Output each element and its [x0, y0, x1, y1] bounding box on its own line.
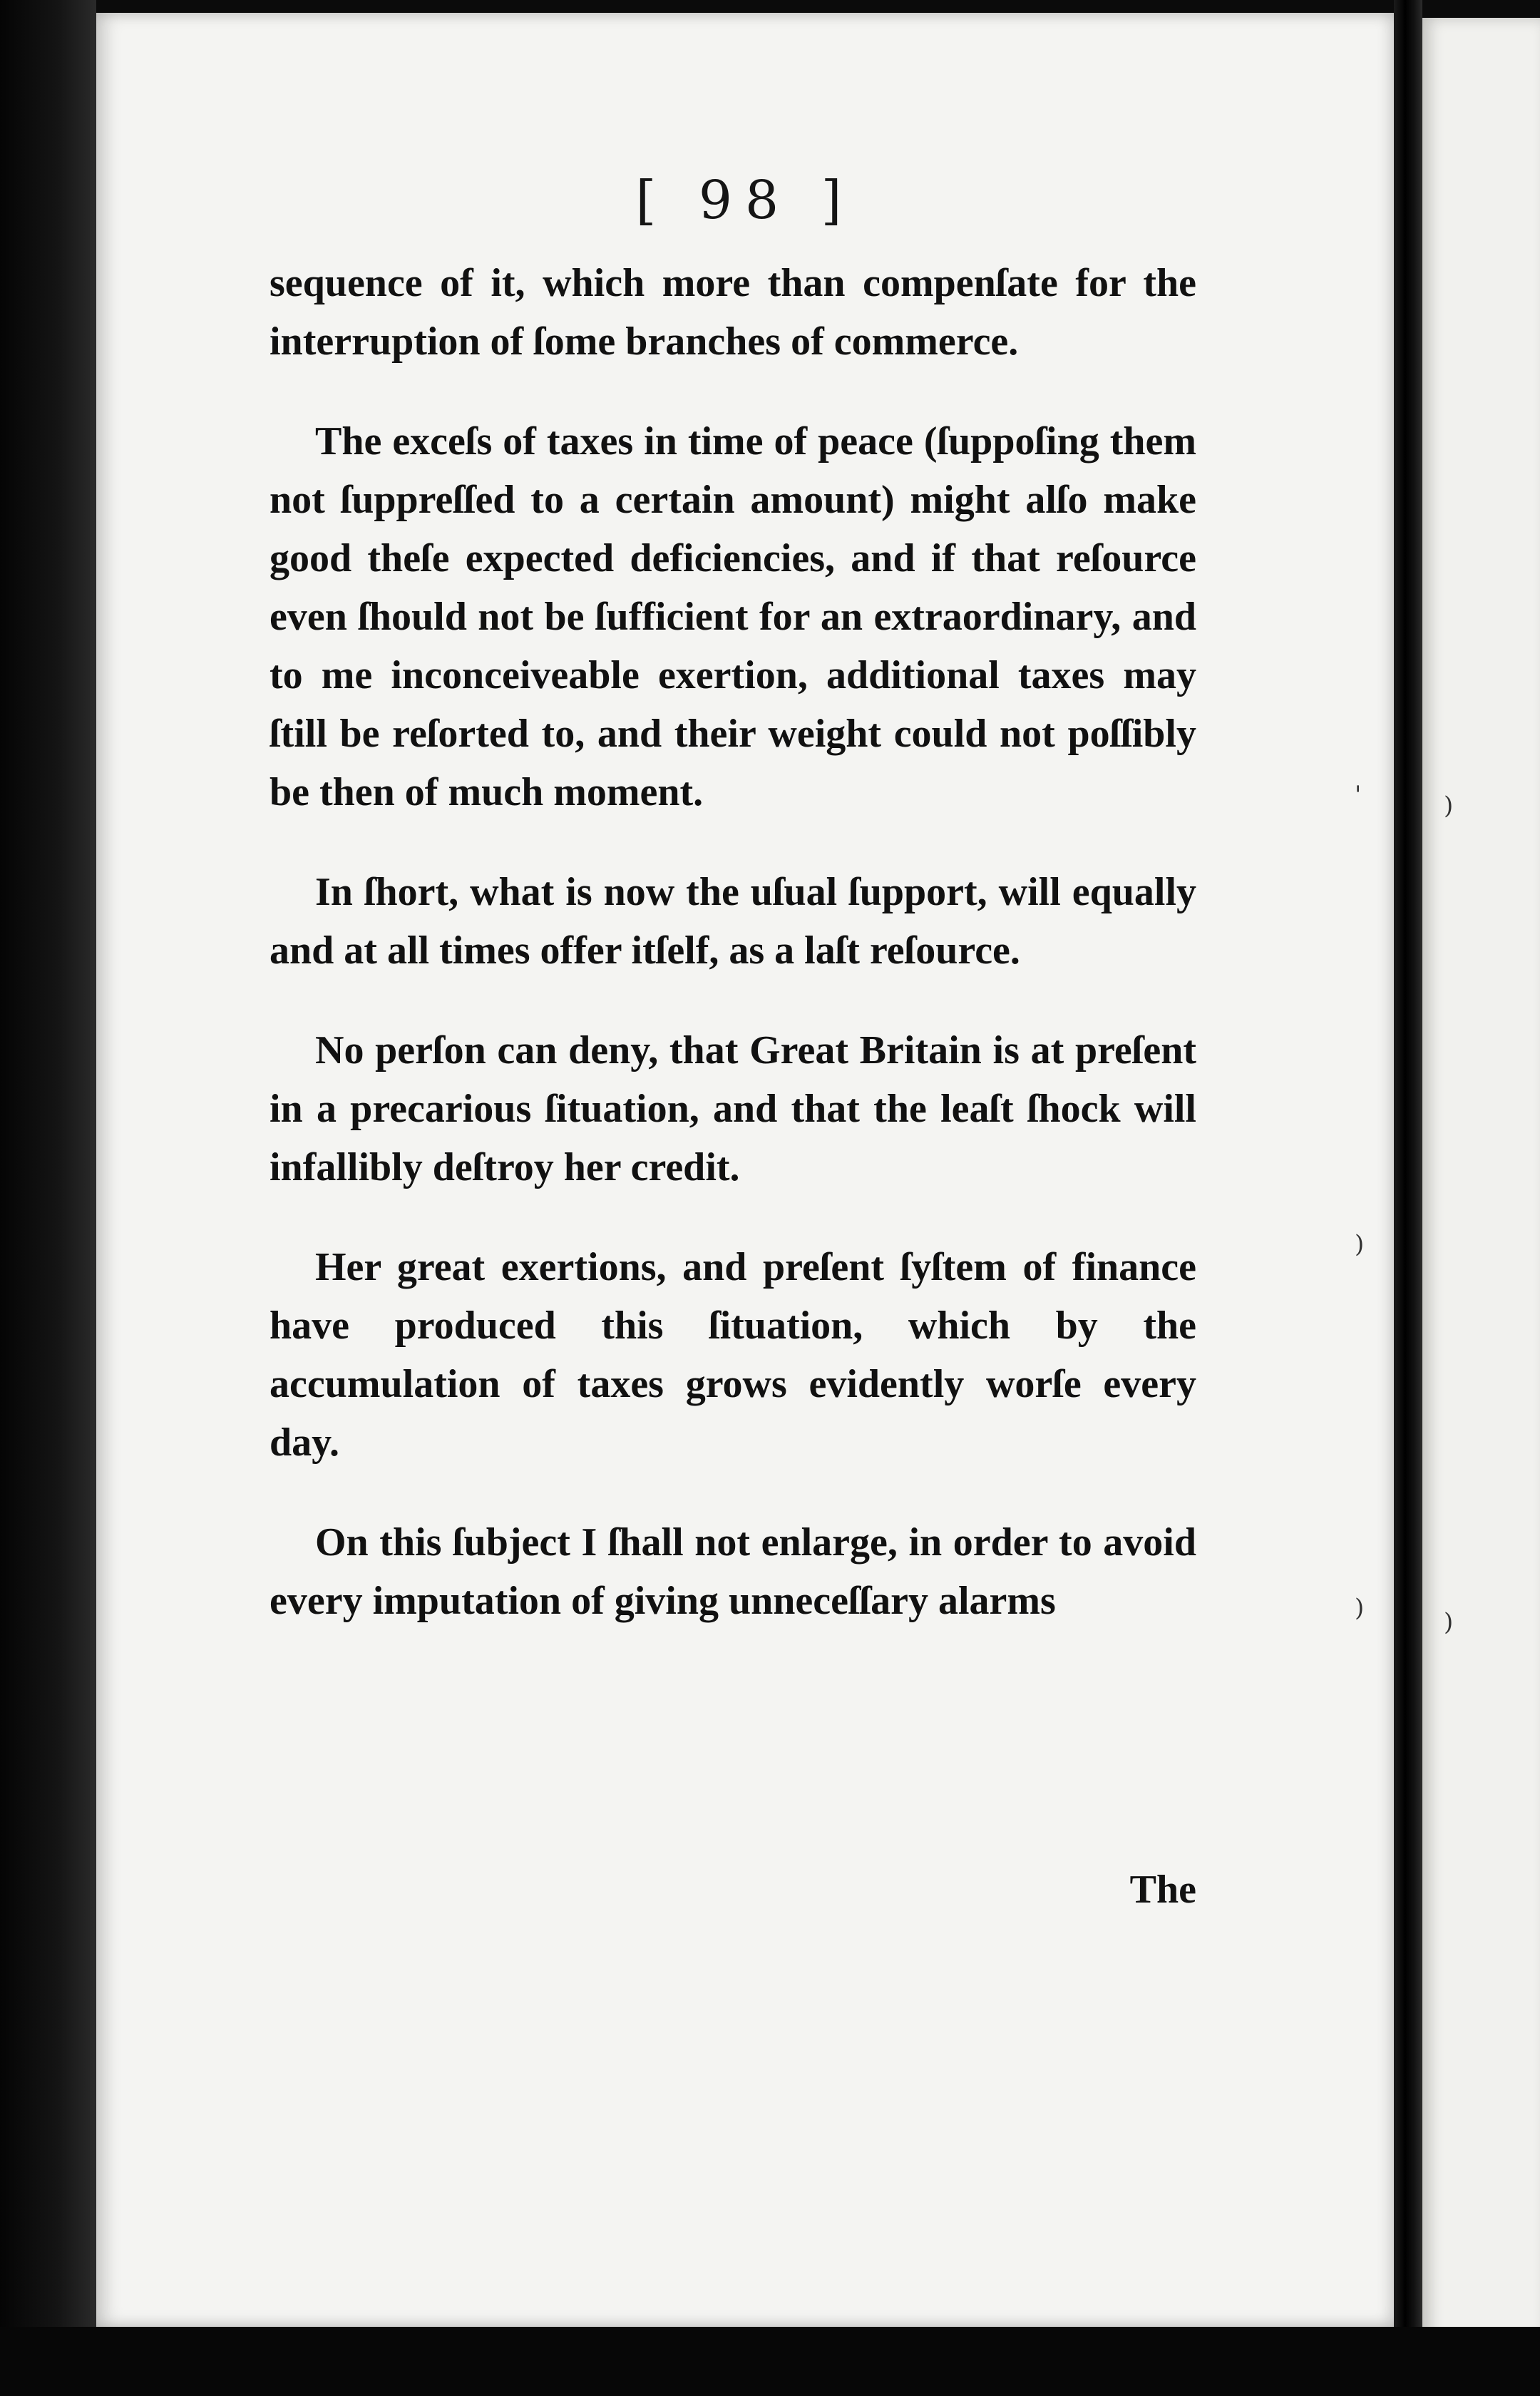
- paragraph-6: On this ſubject I ſhall not enlarge, in order to avoid every imputation of giving unneceſſary alarms: [270, 1520, 1196, 1623]
- page-body: [270, 254, 1196, 1671]
- stray-mark: ): [1444, 1608, 1454, 1637]
- adjacent-page-edge: [1355, 18, 1540, 2343]
- paragraph-5: Her great exertions, and preſent ſyſtem of finance have produced this ſituation, which by the accumulation of taxes grows evidently worſe every day.: [270, 1245, 1196, 1465]
- paragraph-2: The exceſs of taxes in time of peace (ſuppoſing them not ſuppreſſed to a certain amount) might alſo make good theſe expected deficiencies, and if that reſource even ſhould not be ſufficient for an extraordinary, and to me inconceiveable exertion, additional taxes may ſtill be reſorted to, and their weight could not poſſibly be then of much moment.: [270, 419, 1196, 814]
- catchword: The: [1129, 1868, 1196, 1912]
- stray-mark: ): [1355, 1594, 1365, 1622]
- page-gutter: [1394, 0, 1422, 2396]
- paragraph-1: sequence of it, which more than compenſate for the interruption of ſome branches of commerce.: [270, 261, 1196, 364]
- stray-mark: ): [1444, 792, 1454, 820]
- stray-mark: ': [1355, 781, 1362, 809]
- bottom-scan-edge: [0, 2327, 1540, 2396]
- paragraph-3: In ſhort, what is now the uſual ſupport, will equally and at all times offer itſelf, as a laſt reſource.: [270, 870, 1196, 973]
- stray-mark: ): [1355, 1230, 1365, 1259]
- left-binding-edge: [0, 0, 96, 2396]
- paragraph-4: No perſon can deny, that Great Britain is at preſent in a precarious ſituation, and that the leaſt ſhock will infallibly deſtroy her credit.: [270, 1028, 1196, 1189]
- page-number-header: [ 98 ]: [635, 170, 855, 231]
